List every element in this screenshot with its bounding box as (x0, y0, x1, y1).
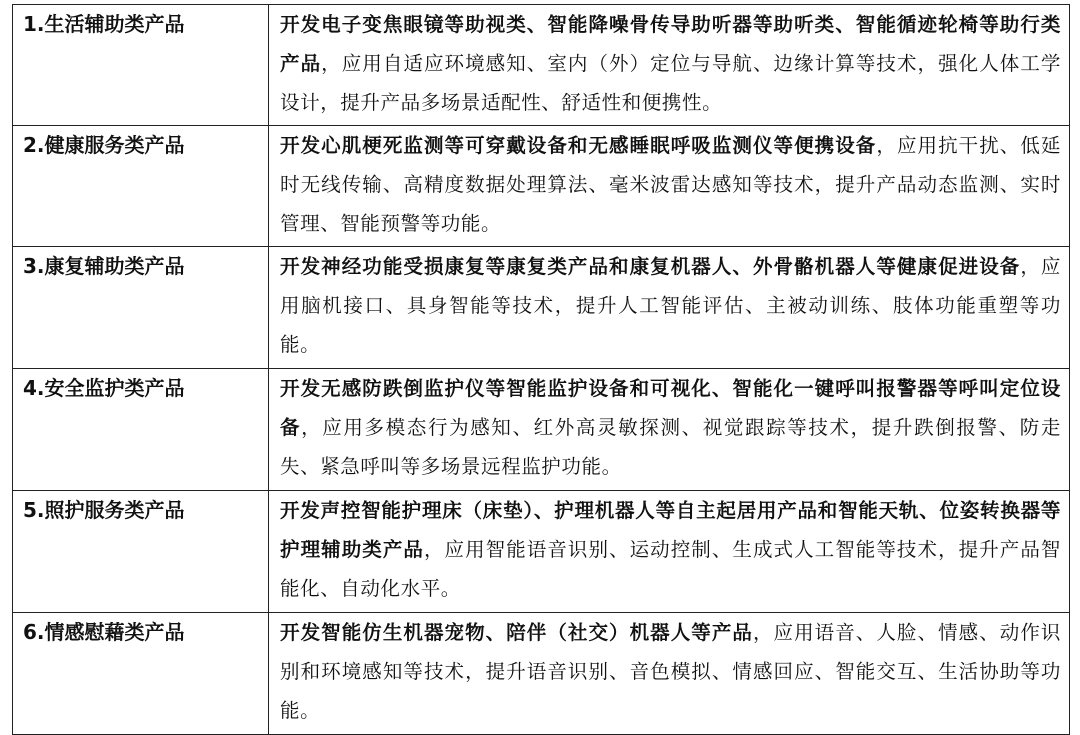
table-row (13, 247, 1070, 369)
description-cell (269, 5, 1070, 126)
description-bold-text: 开发智能仿生机器宠物、陪伴（社交）机器人等产品 (280, 621, 753, 644)
category-cell: 1.生活辅助类产品 (13, 5, 269, 126)
description-text: ，应用抗干扰、低延时无线传输、高精度数据处理算法、毫米波雷达感知等技术，提升产品动态监测、实时管理、智能预警等功能。 (280, 134, 1061, 235)
description-text: ，应用自适应环境感知、室内（外）定位与导航、边缘计算等技术，强化人体工学设计，提升产品多场景适配性、舒适性和便携性。 (280, 52, 1061, 114)
category-cell: 3.康复辅助类产品 (13, 247, 269, 369)
description-text: ，应用智能语音识别、运动控制、生成式人工智能等技术，提升产品智能化、自动化水平。 (280, 538, 1061, 600)
description-cell (269, 369, 1070, 491)
description-text: ，应用多模态行为感知、红外高灵敏探测、视觉跟踪等技术，提升跌倒报警、防走失、紧急呼叫等多场景远程监护功能。 (280, 416, 1061, 478)
product-table (12, 4, 1070, 735)
table-row (13, 5, 1070, 126)
description-cell (269, 613, 1070, 735)
table-row (13, 369, 1070, 491)
category-cell: 6.情感慰藉类产品 (13, 613, 269, 735)
description-text: ，应用语音、人脸、情感、动作识别和环境感知等技术，提升语音识别、音色模拟、情感回应、智能交互、生活协助等功能。 (280, 621, 1061, 722)
table-row (13, 491, 1070, 613)
category-cell: 2.健康服务类产品 (13, 126, 269, 247)
category-cell: 4.安全监护类产品 (13, 369, 269, 491)
description-bold-text: 开发心肌梗死监测等可穿戴设备和无感睡眠呼吸监测仪等便携设备 (280, 134, 877, 157)
description-text: ，应用脑机接口、具身智能等技术，提升人工智能评估、主被动训练、肢体功能重塑等功能。 (280, 255, 1061, 356)
description-cell (269, 491, 1070, 613)
description-cell (269, 247, 1070, 369)
category-cell: 5.照护服务类产品 (13, 491, 269, 613)
description-bold-text: 开发神经功能受损康复等康复类产品和康复机器人、外骨骼机器人等健康促进设备 (280, 255, 1021, 278)
description-cell (269, 126, 1070, 247)
description-bold-text: 开发电子变焦眼镜等助视类、智能降噪骨传导助听器等助听类、智能循迹轮椅等助行类产品 (280, 13, 1061, 75)
description-bold-text: 开发无感防跌倒监护仪等智能监护设备和可视化、智能化一键呼叫报警器等呼叫定位设备 (280, 377, 1061, 439)
description-bold-text: 开发声控智能护理床（床垫）、护理机器人等自主起居用产品和智能天轨、位姿转换器等护理辅助类产品 (280, 499, 1061, 561)
table-row (13, 126, 1070, 247)
table-row (13, 613, 1070, 735)
